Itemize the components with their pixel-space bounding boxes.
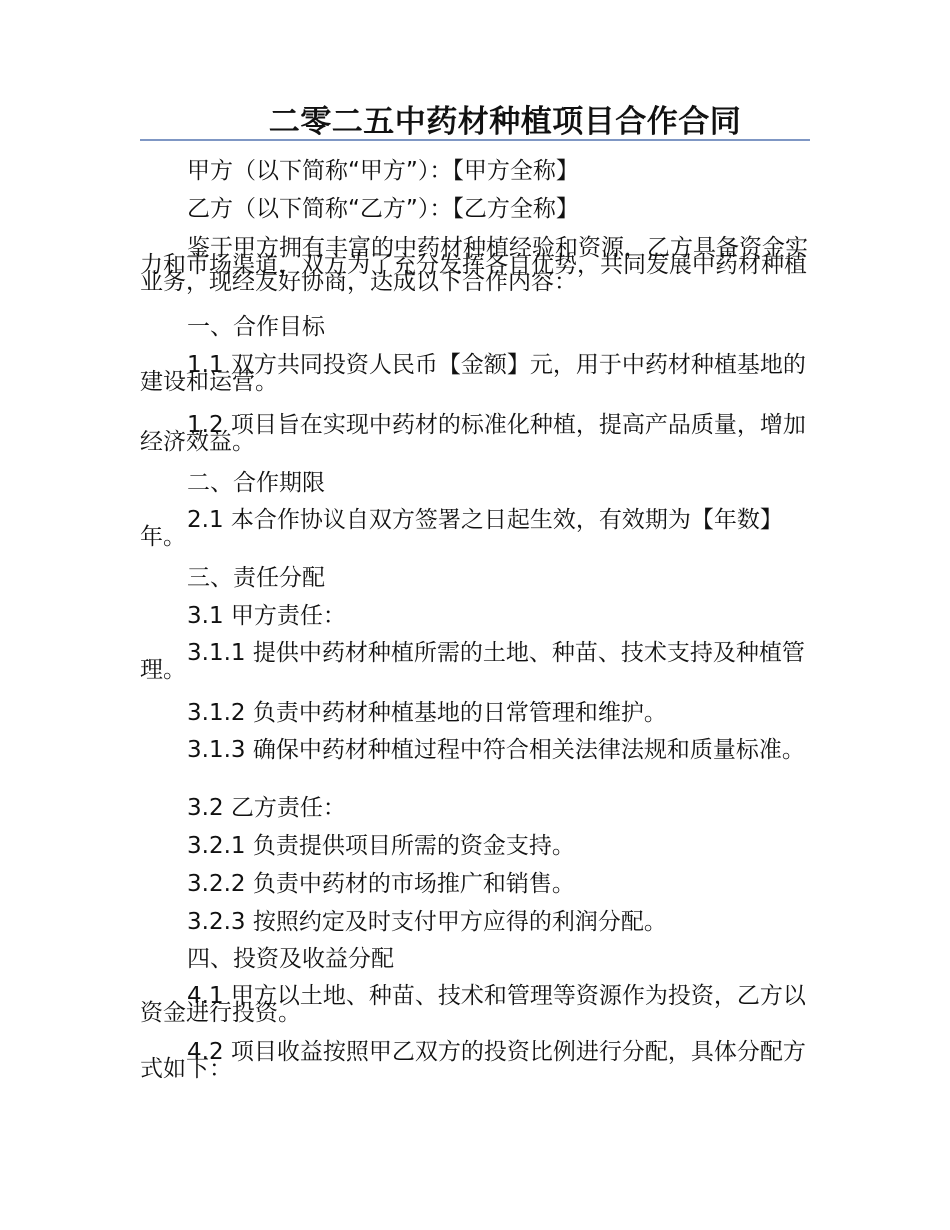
clause-3-1: 3.1 甲方责任： bbox=[187, 603, 346, 629]
clause-4-2: 4.2 项目收益按照甲乙双方的投资比例进行分配，具体分配方式如下： bbox=[140, 1039, 806, 1082]
section-heading-4: 四、投资及收益分配 bbox=[187, 946, 394, 972]
party-b-line: 乙方（以下简称“乙方”）：【乙方全称】 bbox=[187, 196, 579, 222]
clause-3-1-1: 3.1.1 提供中药材种植所需的土地、种苗、技术支持及种植管理。 bbox=[140, 640, 805, 683]
section-heading-2: 二、合作期限 bbox=[187, 470, 325, 496]
clause-3-2-1: 3.2.1 负责提供项目所需的资金支持。 bbox=[187, 833, 575, 859]
clause-2-1: 2.1 本合作协议自双方签署之日起生效，有效期为【年数】年。 bbox=[140, 507, 783, 550]
party-a-line: 甲方（以下简称“甲方”）：【甲方全称】 bbox=[187, 158, 579, 184]
preamble-paragraph: 鉴于甲方拥有丰富的中药材种植经验和资源，乙方具备资金实力和市场渠道，双方为了充分发挥各自优势，共同发展中药材种植业务，现经友好协商，达成以下合作内容： bbox=[140, 235, 808, 295]
section-heading-1: 一、合作目标 bbox=[187, 314, 325, 340]
document-title: 二零二五中药材种植项目合作合同 bbox=[268, 104, 742, 140]
clause-4-1: 4.1 甲方以土地、种苗、技术和管理等资源作为投资，乙方以资金进行投资。 bbox=[140, 983, 806, 1026]
clause-1-2: 1.2 项目旨在实现中药材的标准化种植，提高产品质量，增加经济效益。 bbox=[140, 412, 806, 455]
section-heading-3: 三、责任分配 bbox=[187, 565, 325, 591]
clause-3-1-3: 3.1.3 确保中药材种植过程中符合相关法律法规和质量标准。 bbox=[187, 737, 805, 763]
clause-3-2: 3.2 乙方责任： bbox=[187, 795, 346, 821]
title-underline bbox=[140, 139, 810, 141]
clause-3-2-3: 3.2.3 按照约定及时支付甲方应得的利润分配。 bbox=[187, 909, 667, 935]
clause-3-2-2: 3.2.2 负责中药材的市场推广和销售。 bbox=[187, 871, 575, 897]
clause-3-1-2: 3.1.2 负责中药材种植基地的日常管理和维护。 bbox=[187, 700, 667, 726]
clause-1-1: 1.1 双方共同投资人民币【金额】元，用于中药材种植基地的建设和运营。 bbox=[140, 352, 806, 395]
